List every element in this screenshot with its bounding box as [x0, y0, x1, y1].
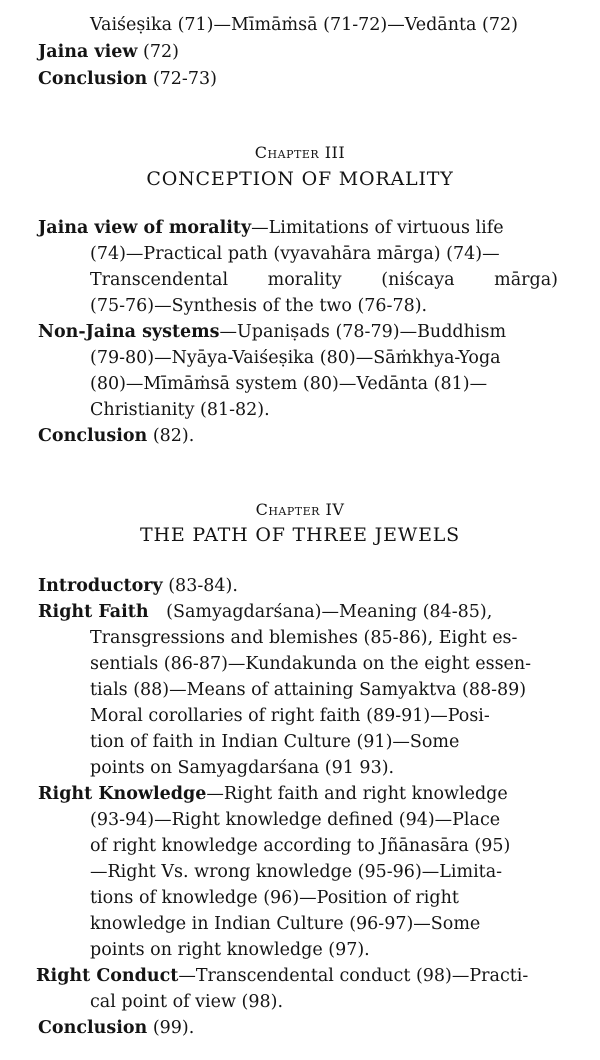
toc-line	[90, 345, 501, 371]
toc-entry-text: (75-76)—Synthesis of the two (76-78).	[90, 296, 428, 316]
toc-entry-text: knowledge in Indian Culture (96-97)—Some	[90, 914, 481, 934]
toc-line	[90, 937, 370, 963]
toc-line	[38, 599, 492, 625]
toc-line	[90, 833, 510, 859]
toc-line	[90, 293, 427, 319]
section-heading: Right Knowledge	[38, 784, 207, 804]
toc-entry-text: —Transcendental conduct (98)—Practi-	[178, 966, 529, 986]
toc-entry-text: points on right knowledge (97).	[90, 940, 370, 960]
toc-entry-text: points on Samyagdarśana (91 93).	[90, 758, 395, 778]
toc-line	[38, 319, 506, 345]
toc-line	[90, 807, 500, 833]
page-ref: (72-73)	[152, 69, 217, 89]
toc-line	[90, 677, 526, 703]
toc-line	[38, 1015, 194, 1041]
toc-line	[90, 625, 517, 651]
toc-line	[90, 911, 480, 937]
toc-line	[90, 12, 518, 38]
toc-line	[38, 66, 217, 92]
section-heading: Jaina view of morality	[38, 218, 252, 238]
toc-entry-text: tials (88)—Means of attaining Samyaktva (88-89)	[90, 680, 527, 700]
toc-line	[36, 963, 528, 989]
section-heading: Conclusion	[38, 1018, 148, 1038]
toc-line	[38, 781, 508, 807]
toc-entry-text: (79-80)—Nyāya-Vaiśeṣika (80)—Sāṁkhya-Yoga	[90, 348, 501, 368]
toc-line	[90, 267, 558, 293]
toc-entry-text: Transcendental	[90, 270, 229, 290]
chapter-title: CONCEPTION OF MORALITY	[146, 168, 454, 190]
page-ref: (72)	[143, 42, 179, 62]
toc-entry-text: —Upaniṣads (78-79)—Buddhism	[219, 322, 507, 342]
toc-entry-text: tion of faith in Indian Culture (91)—Some	[90, 732, 460, 752]
toc-line	[38, 573, 238, 599]
toc-entry-text: (80)—Mīmāṁsā system (80)—Vedānta (81)—	[90, 374, 488, 394]
toc-entry-text: morality	[267, 270, 342, 290]
toc-entry-text: sentials (86-87)—Kundakunda on the eight essen-	[90, 654, 532, 674]
toc-line	[90, 859, 502, 885]
toc-line	[90, 729, 459, 755]
toc-entry-text: —Limitations of virtuous life	[251, 218, 504, 238]
chapter-label: Chapter III	[254, 143, 346, 162]
toc-entry-text: mārga)	[494, 270, 558, 290]
toc-line	[90, 651, 531, 677]
toc-entry-text: (93-94)—Right knowledge defined (94)—Place	[90, 810, 501, 830]
toc-entry-text: of right knowledge according to Jñānasāra (95)	[90, 836, 511, 856]
toc-entry-text: cal point of view (98).	[90, 992, 284, 1012]
toc-entry-text: Transgressions and blemishes (85-86), Eight es-	[90, 628, 518, 648]
toc-entry-text: Vaiśeṣika (71)—Mīmāṁsā (71-72)—Vedānta (72)	[90, 15, 518, 35]
section-heading: Conclusion	[38, 69, 148, 89]
toc-line	[90, 989, 283, 1015]
section-heading: Right Faith	[38, 602, 149, 622]
toc-line	[38, 423, 194, 449]
section-heading: Non-Jaina systems	[38, 322, 220, 342]
toc-line	[90, 371, 487, 397]
toc-entry-text: tions of knowledge (96)—Position of right	[90, 888, 459, 908]
page-ref: (82).	[152, 426, 195, 446]
toc-line	[38, 215, 504, 241]
chapter-label: Chapter IV	[255, 500, 345, 519]
chapter-title: THE PATH OF THREE JEWELS	[140, 524, 460, 546]
section-heading: Jaina view	[38, 42, 138, 62]
toc-entry-text: Moral corollaries of right faith (89-91)—Posi-	[90, 706, 490, 726]
toc-line	[90, 703, 490, 729]
toc-line	[90, 397, 270, 423]
section-heading: Right Conduct	[36, 966, 179, 986]
toc-line	[90, 755, 394, 781]
toc-entry-text: (74)—Practical path (vyavahāra mārga) (74)—	[90, 244, 500, 264]
page-ref: (99).	[152, 1018, 195, 1038]
toc-line	[90, 885, 459, 911]
toc-line	[90, 241, 500, 267]
toc-entry-text: Christianity (81-82).	[90, 400, 270, 420]
section-heading: Conclusion	[38, 426, 148, 446]
toc-entry-text: —Right faith and right knowledge	[206, 784, 508, 804]
toc-entry-text: —Right Vs. wrong knowledge (95-96)—Limita-	[90, 862, 503, 882]
page-ref: (83-84).	[168, 576, 238, 596]
toc-entry-text: (Samyagdarśana)—Meaning (84-85),	[166, 602, 493, 622]
toc-entry-text: (niścaya	[381, 270, 455, 290]
section-heading: Introductory	[38, 576, 163, 596]
toc-line	[38, 39, 179, 65]
